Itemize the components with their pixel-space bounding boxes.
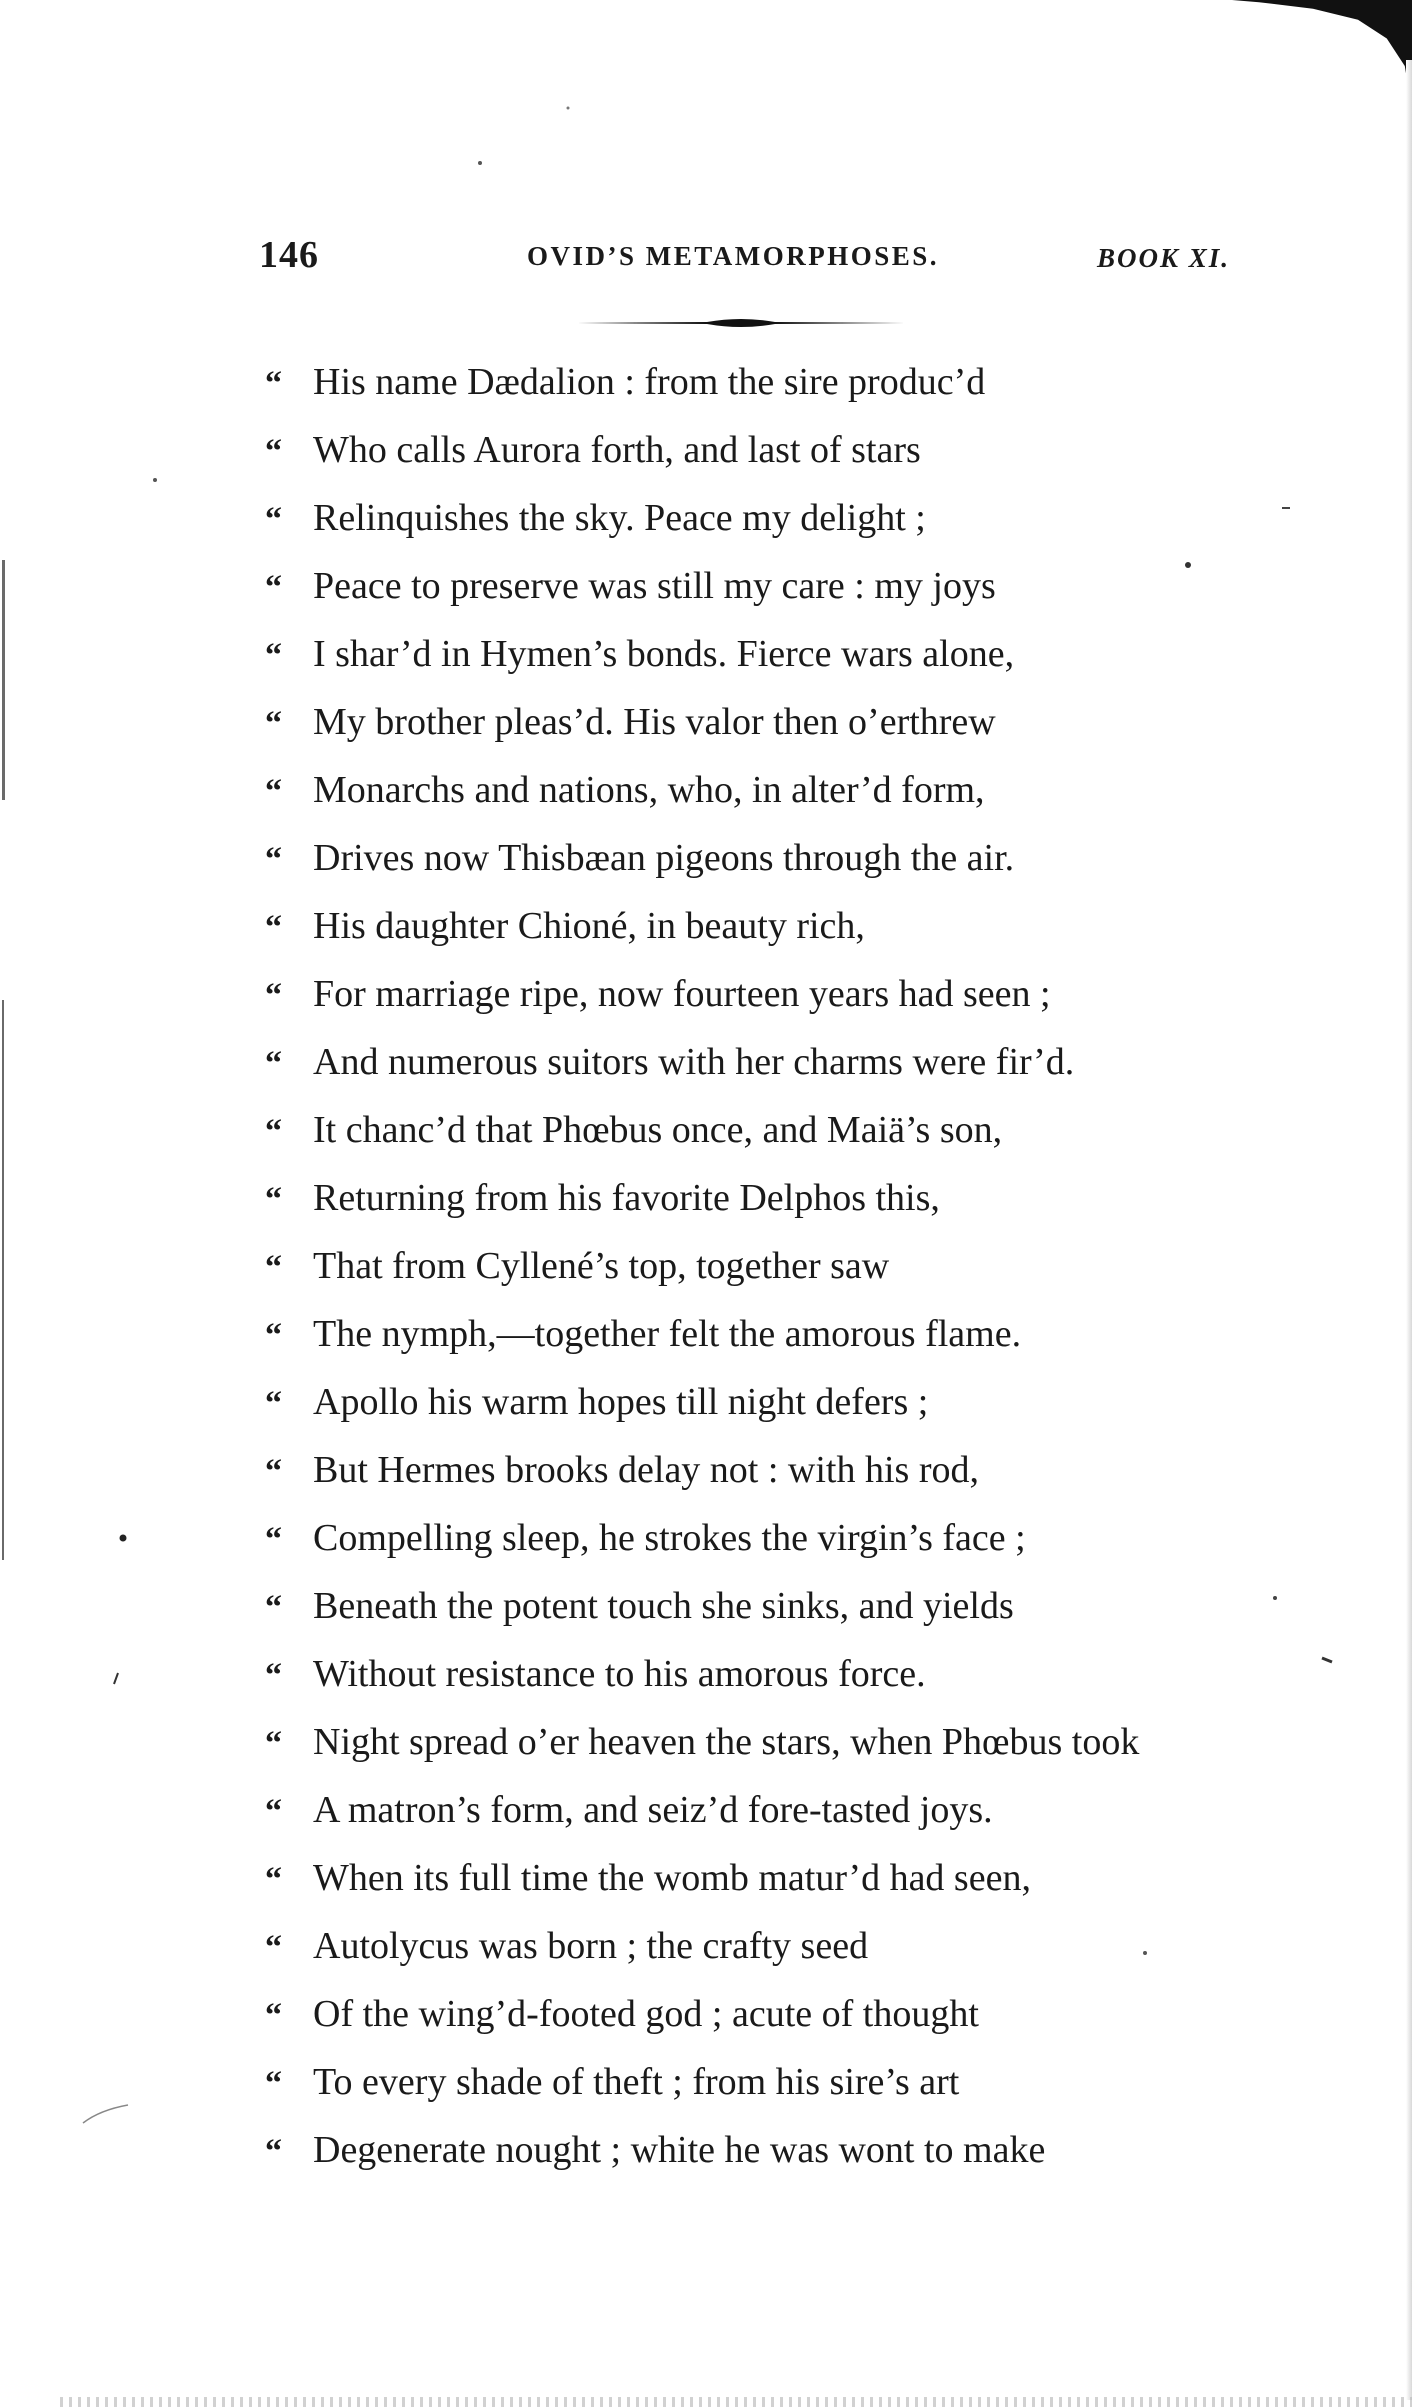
poem-line: [265, 1988, 1365, 2056]
opening-quote-mark: “: [265, 841, 282, 878]
poem-line: [265, 1784, 1365, 1852]
opening-quote-mark: “: [265, 909, 282, 946]
poem-line-text: Monarchs and nations, who, in alter’d form,: [313, 769, 985, 811]
poem-line-text: Returning from his favorite Delphos this,: [313, 1177, 940, 1219]
poem-line-text: A matron’s form, and seiz’d fore-tasted joys.: [313, 1789, 993, 1831]
running-title: OVID’S METAMORPHOSES.: [527, 241, 940, 271]
opening-quote-mark: “: [265, 1317, 282, 1354]
poem-line-text: To every shade of theft ; from his sire’s art: [313, 2061, 960, 2103]
left-margin-mark: [2, 560, 5, 800]
poem-line: [265, 2124, 1365, 2192]
opening-quote-mark: “: [265, 705, 282, 742]
poem-line-text: Compelling sleep, he strokes the virgin’s face ;: [313, 1517, 1026, 1559]
poem-line-text: Drives now Thisbæan pigeons through the air.: [313, 837, 1015, 879]
opening-quote-mark: “: [265, 1521, 282, 1558]
poem-line: [265, 560, 1365, 628]
poem-line-text: Apollo his warm hopes till night defers ;: [313, 1381, 929, 1423]
poem-line: [265, 696, 1365, 764]
poem-line: [265, 764, 1365, 832]
poem-line: [265, 1240, 1365, 1308]
book-label: BOOK XI.: [1097, 243, 1231, 273]
opening-quote-mark: “: [265, 1657, 282, 1694]
opening-quote-mark: “: [265, 1045, 282, 1082]
poem-line-text: And numerous suitors with her charms were fir’d.: [313, 1041, 1075, 1083]
poem-line-text: Without resistance to his amorous force.: [313, 1653, 926, 1695]
poem-line-text: For marriage ripe, now fourteen years had seen ;: [313, 973, 1051, 1015]
opening-quote-mark: “: [265, 1113, 282, 1150]
page-header: [259, 233, 1259, 283]
poem-line: [265, 1172, 1365, 1240]
poem-line-text: His name Dædalion : from the sire produc’d: [313, 361, 986, 403]
binding-shadow: [1232, 0, 1412, 110]
poem-line-text: That from Cyllené’s top, together saw: [313, 1245, 890, 1287]
header-rule: [577, 316, 905, 321]
poem-line-text: I shar’d in Hymen’s bonds. Fierce wars alone,: [313, 633, 1015, 675]
poem-line-text: Beneath the potent touch she sinks, and yields: [313, 1585, 1014, 1627]
opening-quote-mark: “: [265, 2065, 282, 2102]
opening-quote-mark: “: [265, 2133, 282, 2170]
poem-line: [265, 832, 1365, 900]
poem-line: [265, 968, 1365, 1036]
poem-line: [265, 1580, 1365, 1648]
poem-line: [265, 1716, 1365, 1784]
page-bottom-edge: [60, 2397, 1412, 2407]
opening-quote-mark: “: [265, 365, 282, 402]
opening-quote-mark: “: [265, 1725, 282, 1762]
opening-quote-mark: “: [265, 1589, 282, 1626]
poem-line-text: Degenerate nought ; white he was wont to make: [313, 2129, 1046, 2171]
poem-line: [265, 424, 1365, 492]
poem-text: [265, 356, 1365, 2192]
poem-line-text: My brother pleas’d. His valor then o’erthrew: [313, 701, 996, 743]
opening-quote-mark: “: [265, 433, 282, 470]
poem-line: [265, 492, 1365, 560]
poem-line: [265, 1444, 1365, 1512]
opening-quote-mark: “: [265, 1249, 282, 1286]
poem-line: [265, 1308, 1365, 1376]
poem-line-text: It chanc’d that Phœbus once, and Maiä’s son,: [313, 1109, 1003, 1151]
poem-line-text: Peace to preserve was still my care : my joys: [313, 565, 996, 607]
poem-line-text: Of the wing’d-footed god ; acute of thought: [313, 1993, 979, 2035]
poem-line: [265, 900, 1365, 968]
poem-line: [265, 1036, 1365, 1104]
opening-quote-mark: “: [265, 1929, 282, 1966]
poem-line-text: Night spread o’er heaven the stars, when Phœbus took: [313, 1721, 1140, 1763]
opening-quote-mark: “: [265, 1453, 282, 1490]
poem-line-text: When its full time the womb matur’d had seen,: [313, 1857, 1031, 1899]
opening-quote-mark: “: [265, 501, 282, 538]
poem-line: [265, 1920, 1365, 1988]
poem-line-text: Relinquishes the sky. Peace my delight ;: [313, 497, 926, 539]
poem-line: [265, 356, 1365, 424]
poem-line: [265, 1648, 1365, 1716]
poem-line: [265, 1512, 1365, 1580]
left-margin-mark: [2, 1000, 4, 1560]
page-edge-shadow: [1406, 60, 1412, 2400]
opening-quote-mark: “: [265, 1181, 282, 1218]
poem-line-text: Who calls Aurora forth, and last of stars: [313, 429, 921, 471]
opening-quote-mark: “: [265, 977, 282, 1014]
page-number: 146: [259, 234, 319, 276]
poem-line: [265, 1376, 1365, 1444]
opening-quote-mark: “: [265, 637, 282, 674]
poem-line-text: Autolycus was born ; the crafty seed: [313, 1925, 869, 1967]
opening-quote-mark: “: [265, 1861, 282, 1898]
poem-line-text: The nymph,—together felt the amorous flame.: [313, 1313, 1022, 1355]
poem-line: [265, 1104, 1365, 1172]
poem-line: [265, 1852, 1365, 1920]
poem-line: [265, 628, 1365, 696]
opening-quote-mark: “: [265, 1793, 282, 1830]
opening-quote-mark: “: [265, 1385, 282, 1422]
opening-quote-mark: “: [265, 1997, 282, 2034]
poem-line-text: But Hermes brooks delay not : with his rod,: [313, 1449, 979, 1491]
opening-quote-mark: “: [265, 569, 282, 606]
poem-line-text: His daughter Chioné, in beauty rich,: [313, 905, 865, 947]
poem-line: [265, 2056, 1365, 2124]
opening-quote-mark: “: [265, 773, 282, 810]
